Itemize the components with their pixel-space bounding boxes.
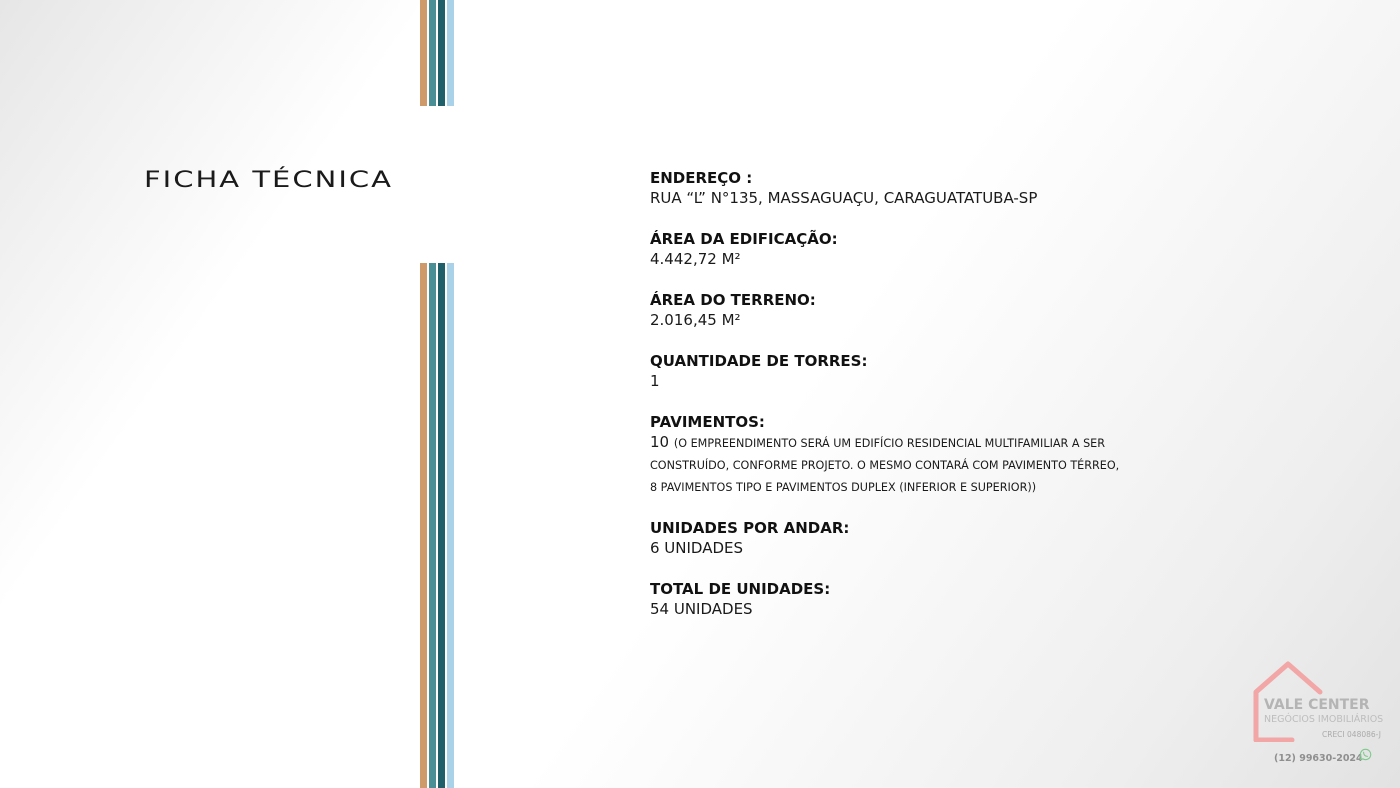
spec-value: 6 UNIDADES (650, 539, 744, 557)
spec-label: ÁREA DA EDIFICAÇÃO: (650, 230, 838, 248)
decorative-stripes-top (420, 0, 454, 106)
spec-value: 4.442,72 M² (650, 250, 741, 268)
logo-subtitle: NEGÓCIOS IMOBILIÁRIOS (1264, 714, 1384, 725)
spec-label: ENDEREÇO : (650, 169, 753, 187)
spec-land-area (650, 290, 1120, 331)
spec-tower-count (650, 351, 1120, 392)
stripe-dark-teal (438, 263, 445, 788)
spec-value: 54 UNIDADES (650, 600, 753, 618)
stripe-orange (420, 263, 427, 788)
decorative-stripes-bottom (420, 263, 454, 788)
spec-total-units (650, 579, 1120, 620)
floors-note: (O EMPREENDIMENTO SERÁ UM EDIFÍCIO RESIDENCIAL MULTIFAMILIAR A SER CONSTRUÍDO, CONFORME PROJETO. O MESMO CONTARÁ COM PAVIMENTO TÉRREO, 8 PAVIMENTOS TIPO E PAVIMENTOS DUPLEX (INFERIOR E SUPERIOR)) (650, 437, 1120, 494)
stripe-teal (429, 0, 436, 106)
spec-list (650, 168, 1120, 640)
spec-label: UNIDADES POR ANDAR: (650, 519, 850, 537)
stripe-light-blue (447, 263, 454, 788)
spec-value: 1 (650, 372, 660, 390)
logo-name: VALE CENTER (1264, 697, 1370, 713)
spec-building-area (650, 229, 1120, 270)
spec-floors (650, 412, 1120, 498)
spec-label: PAVIMENTOS: (650, 413, 765, 431)
stripe-teal (429, 263, 436, 788)
company-logo (1248, 658, 1394, 770)
floors-count: 10 (650, 433, 670, 451)
spec-value: RUA “L” N°135, MASSAGUAÇU, CARAGUATATUBA-SP (650, 189, 1038, 207)
spec-units-per-floor (650, 518, 1120, 559)
page-title: FICHA TÉCNICA (144, 166, 393, 193)
stripe-orange (420, 0, 427, 106)
phone-number: (12) 99630-2024 (1274, 753, 1363, 764)
spec-label: TOTAL DE UNIDADES: (650, 580, 831, 598)
spec-label: ÁREA DO TERRENO: (650, 291, 816, 309)
spec-label: QUANTIDADE DE TORRES: (650, 352, 868, 370)
stripe-dark-teal (438, 0, 445, 106)
spec-value: 2.016,45 M² (650, 311, 741, 329)
spec-address (650, 168, 1120, 209)
stripe-light-blue (447, 0, 454, 106)
whatsapp-icon (1359, 748, 1372, 761)
logo-creci: CRECI 048086-J (1322, 730, 1381, 739)
spec-value (650, 432, 1120, 498)
